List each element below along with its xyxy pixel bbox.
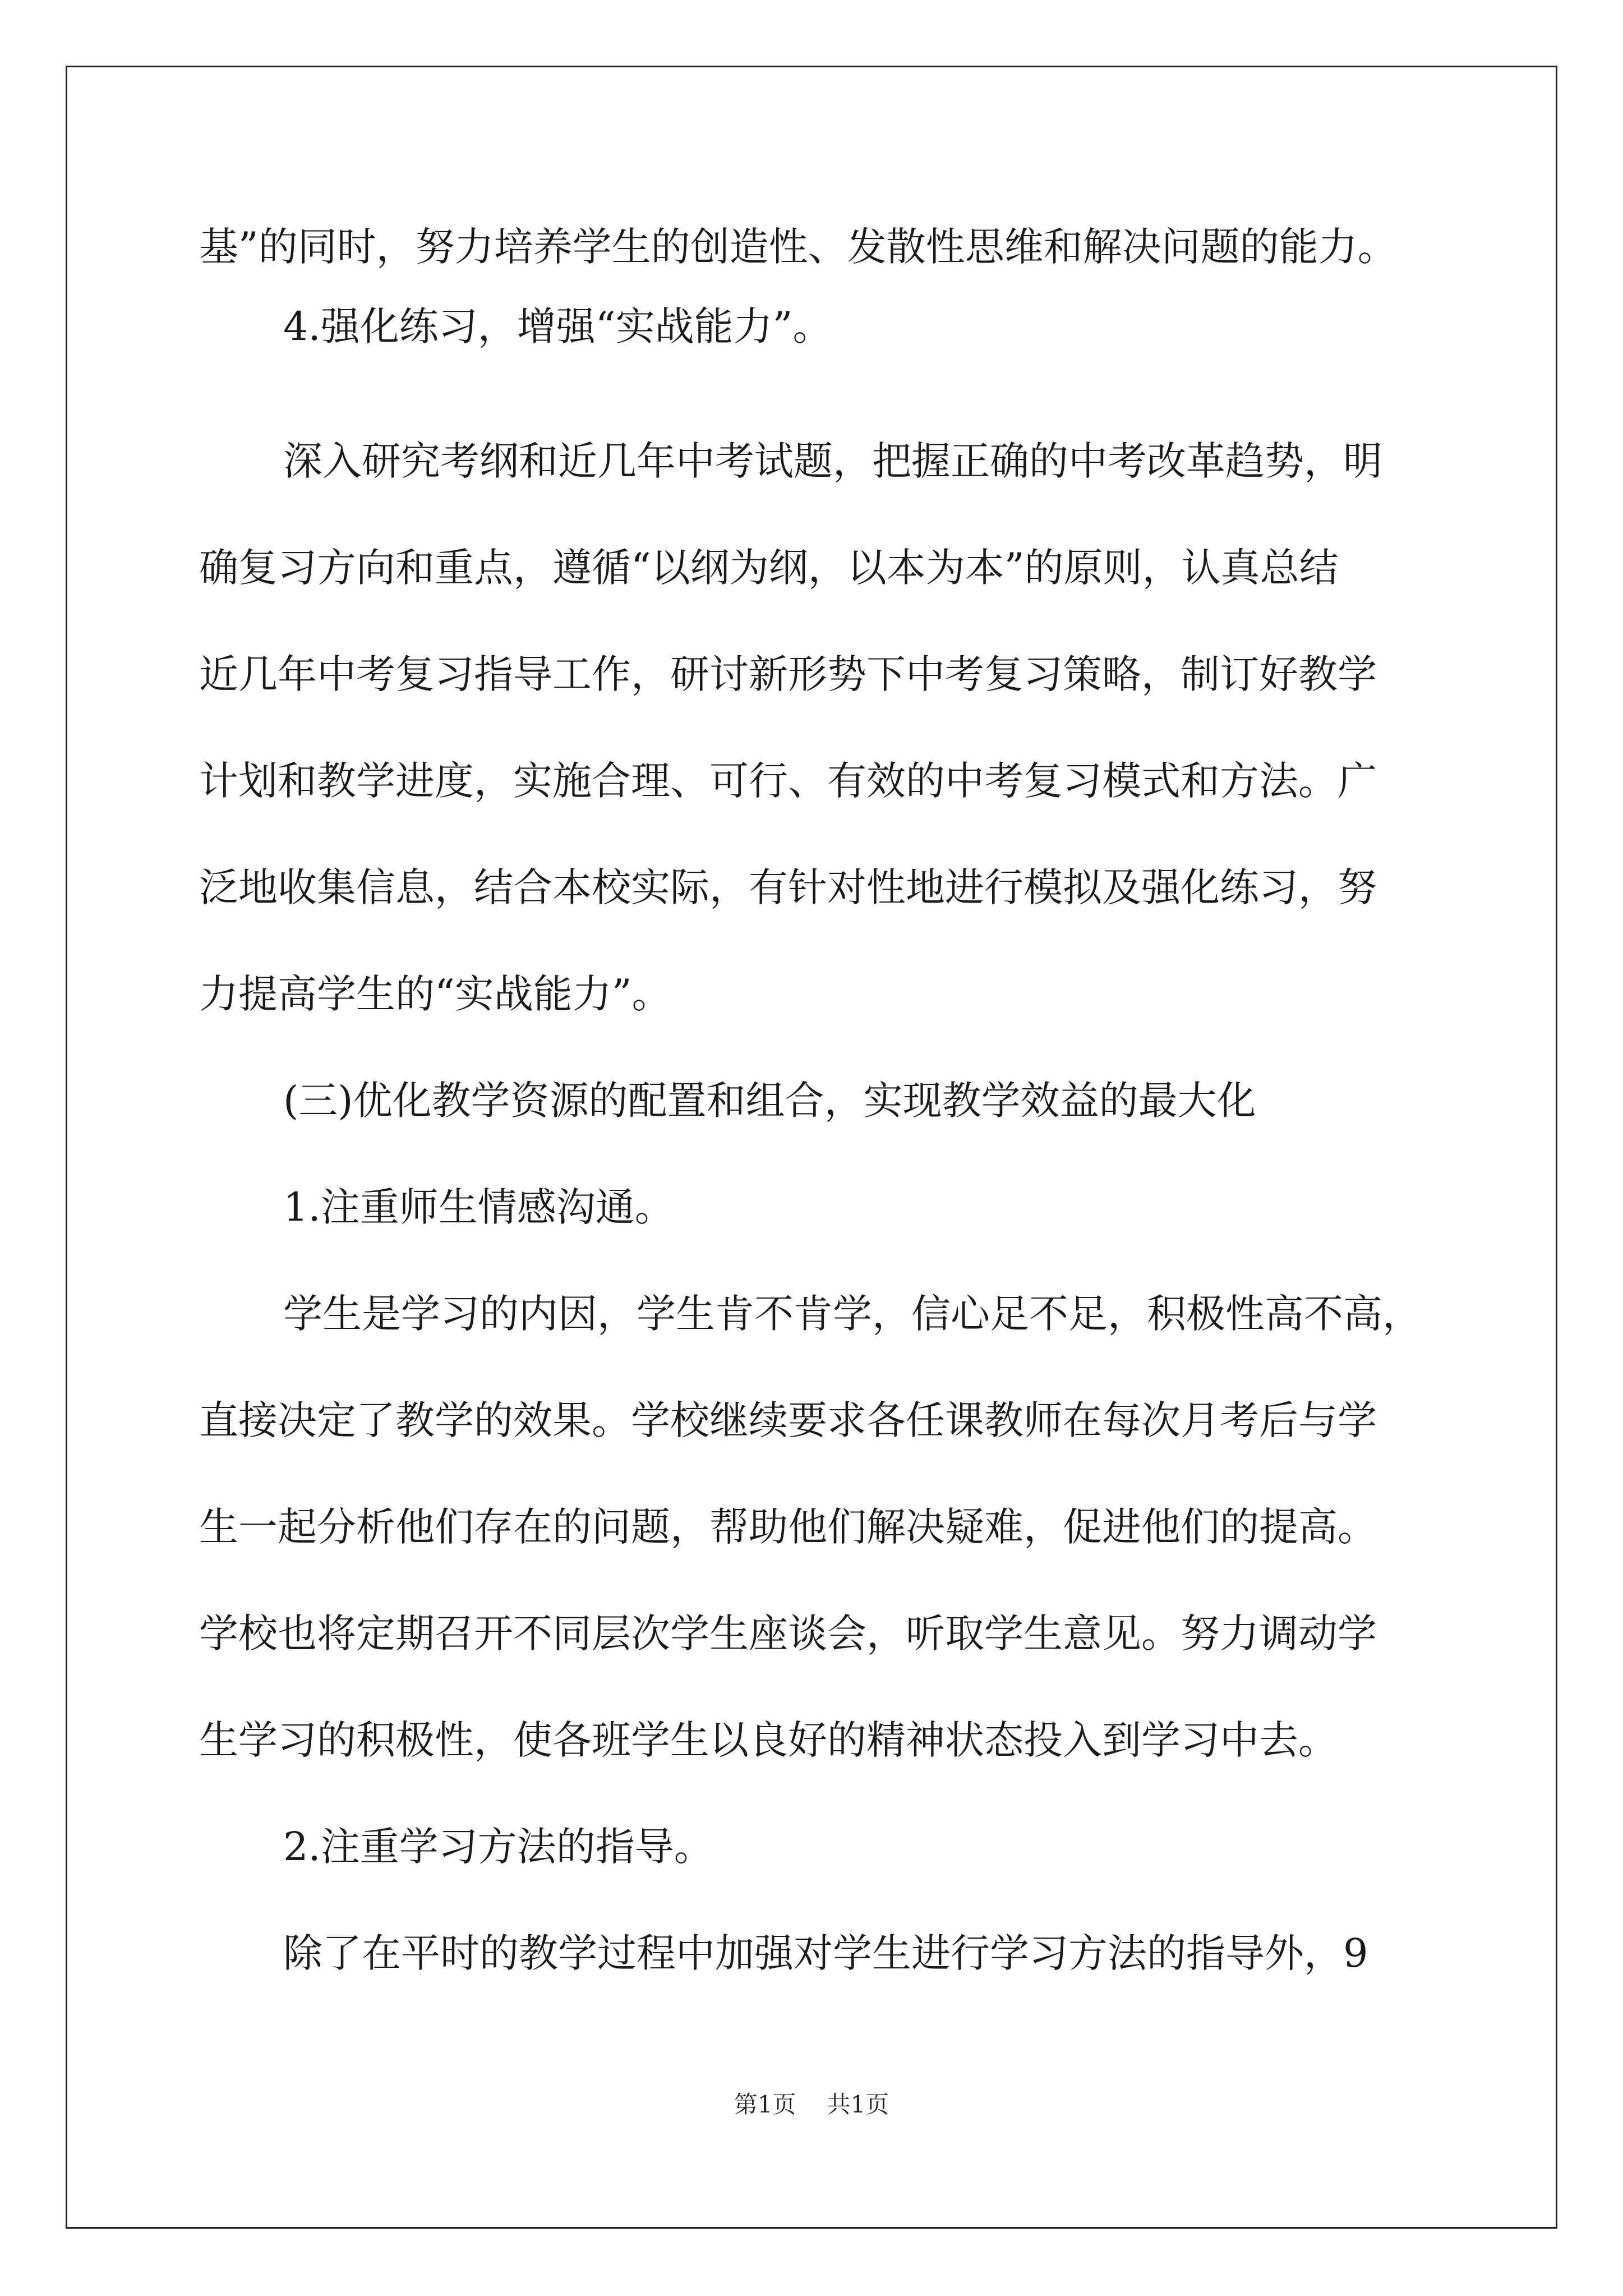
page-border <box>66 66 1557 2229</box>
page-footer <box>0 2088 1623 2122</box>
text-line: 学生是学习的内因，学生肯不肯学，信心足不足，积极性高不高， <box>283 1291 1422 1337</box>
text-line: 深入研究考纲和近几年中考试题，把握正确的中考改革趋势，明 <box>283 438 1382 484</box>
text-line: 计划和教学进度，实施合理、可行、有效的中考复习模式和方法。广 <box>199 758 1377 804</box>
text-line: 泛地收集信息，结合本校实际，有针对性地进行模拟及强化练习，努 <box>199 864 1377 910</box>
text-line: 生学习的积极性，使各班学生以良好的精神状态投入到学习中去。 <box>199 1717 1338 1763</box>
text-line: 力提高学生的“实战能力”。 <box>199 971 671 1017</box>
text-line: 确复习方向和重点，遵循“以纲为纲，以本为本”的原则，认真总结 <box>199 545 1339 591</box>
text-line: 4.强化练习，增强“实战能力”。 <box>283 303 832 349</box>
text-line: 基”的同时，努力培养学生的创造性、发散性思维和解决问题的能力。 <box>199 224 1397 270</box>
text-line: 2.注重学习方法的指导。 <box>283 1824 713 1870</box>
text-line: 近几年中考复习指导工作，研讨新形势下中考复习策略，制订好教学 <box>199 651 1377 697</box>
text-line: 直接决定了教学的效果。学校继续要求各任课教师在每次月考后与学 <box>199 1397 1377 1443</box>
section-heading: (三)优化教学资源的配置和组合，实现教学效益的最大化 <box>283 1078 1256 1124</box>
text-line: 学校也将定期召开不同层次学生座谈会，听取学生意见。努力调动学 <box>199 1611 1377 1657</box>
page-total: 共1页 <box>827 2091 889 2118</box>
page-number: 第1页 <box>734 2091 796 2118</box>
text-line: 1.注重师生情感沟通。 <box>283 1184 674 1230</box>
text-line: 生一起分析他们存在的问题，帮助他们解决疑难，促进他们的提高。 <box>199 1504 1377 1550</box>
text-line: 除了在平时的教学过程中加强对学生进行学习方法的指导外，9 <box>283 1930 1368 1976</box>
